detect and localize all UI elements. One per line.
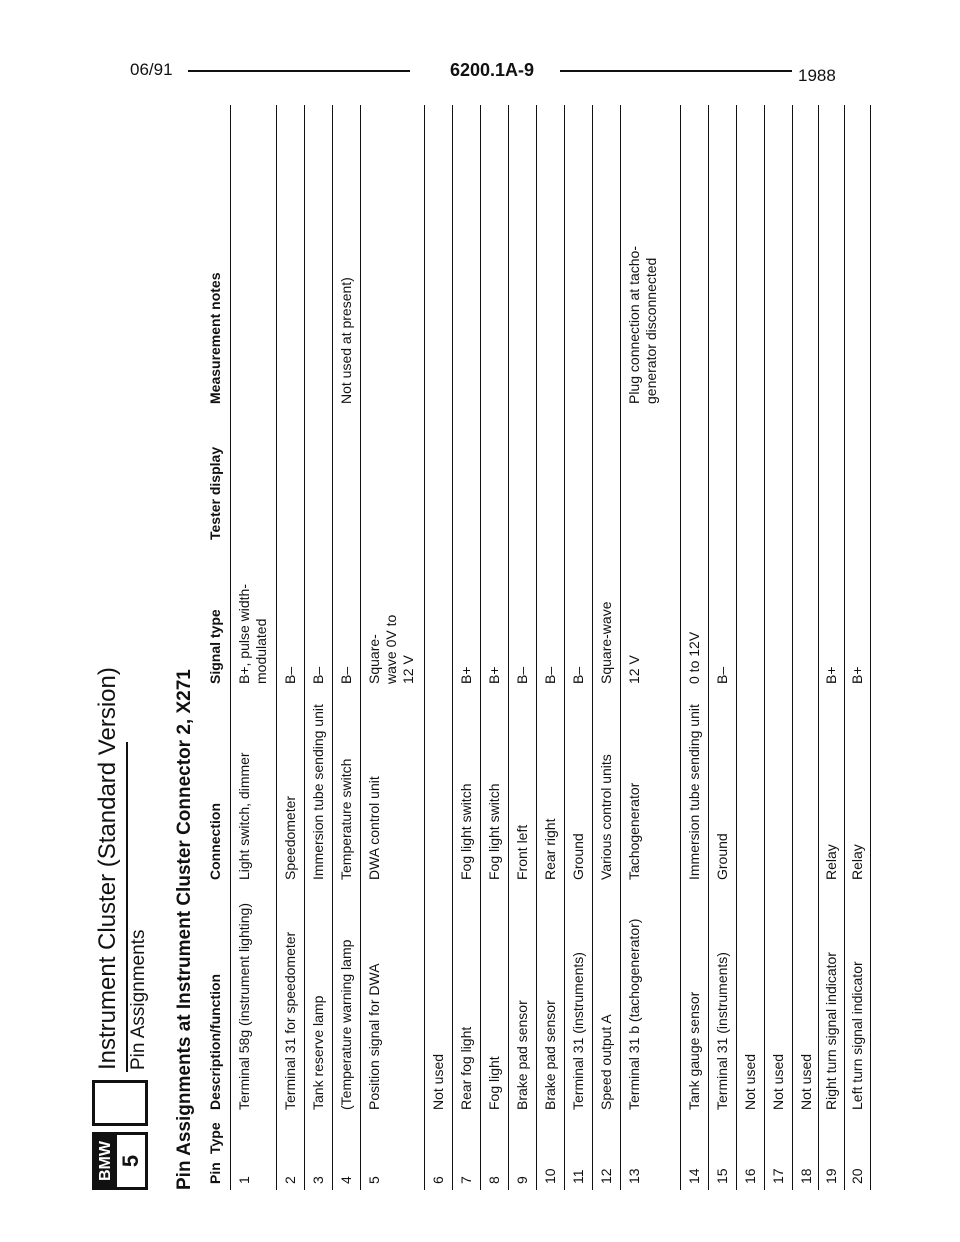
description-cell: Left turn signal indicator [849, 961, 865, 1110]
table-row-divider [332, 105, 333, 1190]
connection-cell: Rear right [542, 818, 558, 880]
col-header-pin: Pin [207, 1162, 223, 1184]
table-row-divider [536, 105, 537, 1190]
pin-cell: 2 [282, 1176, 298, 1184]
description-cell: Brake pad sensor [542, 1000, 558, 1110]
table-row-divider [304, 105, 305, 1190]
connection-cell: Relay [823, 844, 839, 880]
logo-series: 5 [118, 1154, 143, 1168]
description-cell: Terminal 58g (instrument lighting) [236, 903, 252, 1110]
table-row-divider [480, 105, 481, 1190]
signal-cell: 0 to 12V [686, 631, 702, 684]
table-row-divider [708, 105, 709, 1190]
table-row-divider [508, 105, 509, 1190]
table-row-divider [424, 105, 425, 1190]
header-rule-left [188, 70, 410, 72]
description-cell: Right turn signal indicator [823, 952, 839, 1110]
table-row-divider [452, 105, 453, 1190]
col-header-notes: Measurement notes [207, 272, 223, 404]
connection-cell: Various control units [598, 754, 614, 880]
description-cell: Not used [742, 1053, 758, 1110]
table-row-divider [620, 105, 621, 1190]
pin-cell: 19 [823, 1168, 839, 1184]
col-header-tester: Tester display [207, 446, 223, 540]
signal-cell: B+, pulse width-modulated [236, 584, 269, 684]
table-row-divider [844, 105, 845, 1190]
rotated-content [90, 100, 865, 1190]
header-rule-right [560, 70, 792, 72]
pin-cell: 20 [849, 1168, 865, 1184]
pin-cell: 9 [514, 1176, 530, 1184]
connection-cell: Fog light switch [458, 783, 474, 880]
connection-cell: Relay [849, 844, 865, 880]
description-cell: Terminal 31 (instruments) [570, 952, 586, 1110]
description-cell: (Temperature warning lamp [338, 939, 354, 1110]
signal-cell: B– [310, 666, 326, 684]
document-title: Instrument Cluster (Standard Version) [94, 667, 121, 1070]
pin-cell: 10 [542, 1168, 558, 1184]
table-row-divider [792, 105, 793, 1190]
pin-cell: 17 [770, 1168, 786, 1184]
logo-brand: BMW [95, 1135, 117, 1187]
description-cell: Brake pad sensor [514, 1000, 530, 1110]
description-cell: Fog light [486, 1056, 502, 1110]
description-cell: Not used [798, 1053, 814, 1110]
table-row-divider [360, 105, 361, 1190]
blank-box [92, 1080, 148, 1126]
pin-cell: 4 [338, 1176, 354, 1184]
connection-cell: Immersion tube sending unit [310, 704, 326, 880]
col-header-description: Description/function [207, 973, 223, 1110]
col-header-type: Type [207, 1122, 223, 1154]
table-row-divider [680, 105, 681, 1190]
table-row-divider [564, 105, 565, 1190]
connection-cell: Tachogenerator [626, 782, 642, 880]
document-subtitle: Pin Assignments [128, 929, 149, 1070]
header-document-code: 6200.1A-9 [450, 60, 535, 80]
description-cell: Speed output A [598, 1014, 614, 1110]
description-cell: Terminal 31 (instruments) [714, 952, 730, 1110]
signal-cell: B– [570, 666, 586, 684]
signal-cell: B+ [486, 666, 502, 684]
connection-cell: Temperature switch [338, 758, 354, 880]
description-cell: Position signal for DWA [366, 963, 382, 1110]
pin-cell: 1 [236, 1176, 252, 1184]
table-row-divider [736, 105, 737, 1190]
connection-cell: Light switch, dimmer [236, 752, 252, 880]
connection-cell: Immersion tube sending unit [686, 704, 702, 880]
pin-cell: 13 [626, 1168, 642, 1184]
col-header-connection: Connection [207, 803, 223, 880]
table-row-divider [230, 105, 231, 1190]
col-header-signal: Signal type [207, 609, 223, 684]
table-row-divider [276, 105, 277, 1190]
section-heading: Pin Assignments at Instrument Cluster Connector 2, X271 [174, 669, 195, 1190]
signal-cell: 12 V [626, 655, 642, 684]
signal-cell: B+ [823, 666, 839, 684]
pin-cell: 14 [686, 1168, 702, 1184]
signal-cell: B– [338, 666, 354, 684]
pin-cell: 11 [570, 1169, 586, 1184]
notes-cell: Plug connection at tacho-generator disconnected [626, 246, 659, 404]
table-row-divider [592, 105, 593, 1190]
signal-cell: B– [542, 666, 558, 684]
connection-cell: Ground [714, 833, 730, 880]
pin-cell: 12 [598, 1168, 614, 1184]
description-cell: Terminal 31 for speedometer [282, 931, 298, 1110]
description-cell: Not used [430, 1053, 446, 1110]
signal-cell: B– [282, 666, 298, 684]
connection-cell: Ground [570, 833, 586, 880]
table-row-divider [870, 105, 871, 1190]
connection-cell: Front left [514, 824, 530, 880]
description-cell: Terminal 31 b (tachogenerator) [626, 918, 642, 1110]
connection-cell: Fog light switch [486, 783, 502, 880]
pin-cell: 3 [310, 1176, 326, 1184]
header-date: 06/91 [130, 60, 173, 79]
description-cell: Tank gauge sensor [686, 991, 702, 1110]
notes-cell: Not used at present) [338, 277, 354, 404]
connection-cell: DWA control unit [366, 776, 382, 880]
signal-cell: Square-wave 0V to 12 V [366, 614, 416, 684]
bmw-logo [92, 1132, 148, 1190]
description-cell: Rear fog light [458, 1026, 474, 1110]
description-cell: Not used [770, 1053, 786, 1110]
pin-cell: 15 [714, 1168, 730, 1184]
page-header [130, 60, 850, 90]
pin-cell: 8 [486, 1176, 502, 1184]
signal-cell: B+ [458, 666, 474, 684]
signal-cell: Square-wave [598, 601, 614, 684]
table-row-divider [764, 105, 765, 1190]
signal-cell: B– [514, 666, 530, 684]
signal-cell: B– [714, 666, 730, 684]
signal-cell: B+ [849, 666, 865, 684]
connection-cell: Speedometer [282, 795, 298, 880]
pin-cell: 18 [798, 1168, 814, 1184]
description-cell: Tank reserve lamp [310, 995, 326, 1110]
pin-cell: 7 [458, 1176, 474, 1184]
pin-cell: 5 [366, 1176, 382, 1184]
table-row-divider [818, 105, 819, 1190]
pin-cell: 6 [430, 1176, 446, 1184]
pin-cell: 16 [742, 1168, 758, 1184]
header-year: 1988 [798, 66, 836, 85]
